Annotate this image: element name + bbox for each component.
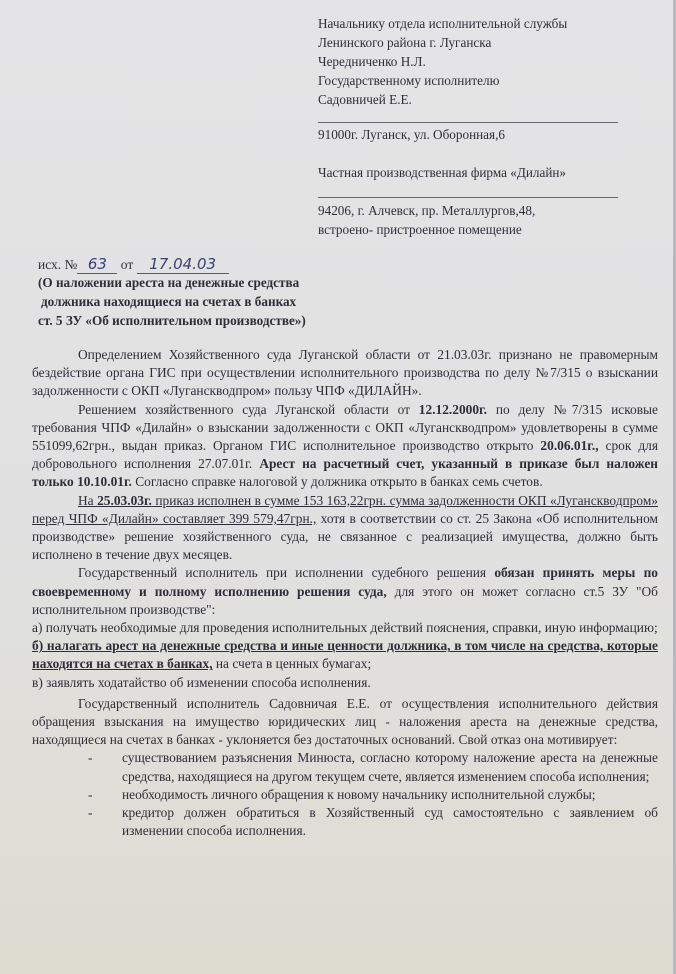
p4-text-c: для этого он может согласно ст.5 ЗУ "Об исполнительном производстве": <box>32 583 658 617</box>
reference-from: от <box>120 257 134 272</box>
letter-body <box>32 346 658 840</box>
reference-date: 17.04.03 <box>137 255 229 274</box>
p3-text-d: хотя в соответствии со ст. 25 Закона «Об исполнительном производстве» решение хозяйственного суда, не связанное с реализацией имущества, должно быть исполнено в течение двух месяцев. <box>32 510 659 563</box>
subject-line-3: ст. 5 ЗУ «Об исполнительном производстве») <box>38 313 306 328</box>
p3-text-a: На <box>78 492 98 508</box>
paragraph-ruling: Определением Хозяйственного суда Луганской области от 21.03.03г. признано не правомерным бездействие органа ГИС при осуществлении исполнительного производства по делу №7/315 о взыскании задолженности с ОКП «Луганскводпром» пользу ЧПФ «ДИЛАЙН». <box>32 347 658 399</box>
reference-number: 63 <box>77 255 117 274</box>
addressee-address: 91000г. Луганск, ул. Оборонная,6 <box>318 127 505 142</box>
p2-text-c: по делу №7/315 исковые требования ЧПФ «Дилайн» о взыскании задолженности с ОКП «Луганскводпром» удовлетворены в сумме 551099,62грн., выдан приказ. Органом ГИС исполнительное производство открыто <box>32 401 658 454</box>
addressee-line-5: Садовничей Е.Е. <box>318 92 412 107</box>
sender-name: Частная производственная фирма «Дилайн» <box>318 165 567 180</box>
list-item: - существованием разъяснения Минюста, согласно которому наложение ареста на денежные средства, находящиеся на другом текущем счете, является изменением способа исполнения; <box>88 750 658 784</box>
p3-amounts: приказ исполнен в сумме 153 163,22грн. сумма задолженности ОКП «Луганскводпром» перед ЧПФ «Дилайн» составляет 399 579,47грн., <box>32 492 658 526</box>
reference-prefix: исх. № <box>38 257 78 272</box>
p2-text-g: Согласно справке налоговой у должника открыто в банках семь счетов. <box>131 474 543 490</box>
item-b-highlight: б) налагать арест на денежные средства и иные ценности должника, в том числе на средства, которые находятся на счетах в банках, <box>32 638 658 672</box>
paragraph-refusal: Государственный исполнитель Садовничая Е.Е. от осуществления исполнительного действия обращения взыскания на имущество юридических лиц - наложения ареста на денежные средства, находящиеся на счетах в банках - уклоняется без достаточных оснований. Свой отказ она мотивирует: <box>32 695 658 748</box>
p2-date-opened: 20.06.01г., <box>540 438 599 454</box>
sender-address-2: встроено- пристроенное помещение <box>318 222 522 237</box>
refusal-reasons-list <box>32 749 658 840</box>
list-item: - необходимость личного обращения к новому начальнику исполнительной службы; <box>88 786 596 802</box>
addressee-line-3: Чередниченко Н.Л. <box>318 54 426 69</box>
item-c: в) заявлять ходатайство об изменении способа исполнения. <box>32 674 371 690</box>
p2-text-a: Решением хозяйственного суда Луганской области от <box>78 401 419 417</box>
subject-line-1: (О наложении ареста на денежные средства <box>38 275 300 290</box>
p2-date-decision: 12.12.2000г. <box>418 401 487 417</box>
sender-divider <box>318 197 618 198</box>
p4-text-a: Государственный исполнитель при исполнении судебного решения <box>78 565 495 581</box>
subject-block <box>38 273 306 330</box>
paragraph-execution <box>32 492 658 565</box>
p4-obligation: обязан принять меры по своевременному и полному исполнению решения суда, <box>32 565 658 599</box>
paragraph-decision <box>32 401 658 492</box>
p3-date: 25.03.03г. <box>97 492 152 508</box>
addressee-line-4: Государственному исполнителю <box>318 73 500 88</box>
sender-address-1: 94206, г. Алчевск, пр. Металлургов,48, <box>318 203 536 218</box>
item-b-rest: на счета в ценных бумагах; <box>212 656 372 672</box>
addressee-line-1: Начальнику отдела исполнительной службы <box>318 16 568 31</box>
paragraph-obligation <box>32 564 658 619</box>
p2-text-e: срок для добровольного исполнения 27.07.01г. <box>32 438 658 472</box>
outgoing-reference <box>38 255 229 274</box>
item-a: а) получать необходимые для проведения исполнительных действий пояснения, справки, иную информацию; <box>32 620 658 636</box>
addressee-divider <box>318 122 618 123</box>
p2-arrest-note: Арест на расчетный счет, указанный в приказе был наложен только 10.10.01г. <box>32 456 658 490</box>
addressee-line-2: Ленинского района г. Луганска <box>318 35 492 50</box>
item-b <box>32 637 658 673</box>
list-item: - кредитор должен обратиться в Хозяйственный суд самостоятельно с заявлением об изменении способа исполнения. <box>88 805 658 839</box>
subject-line-2: должника находящиеся на счетах в банках <box>41 294 297 309</box>
